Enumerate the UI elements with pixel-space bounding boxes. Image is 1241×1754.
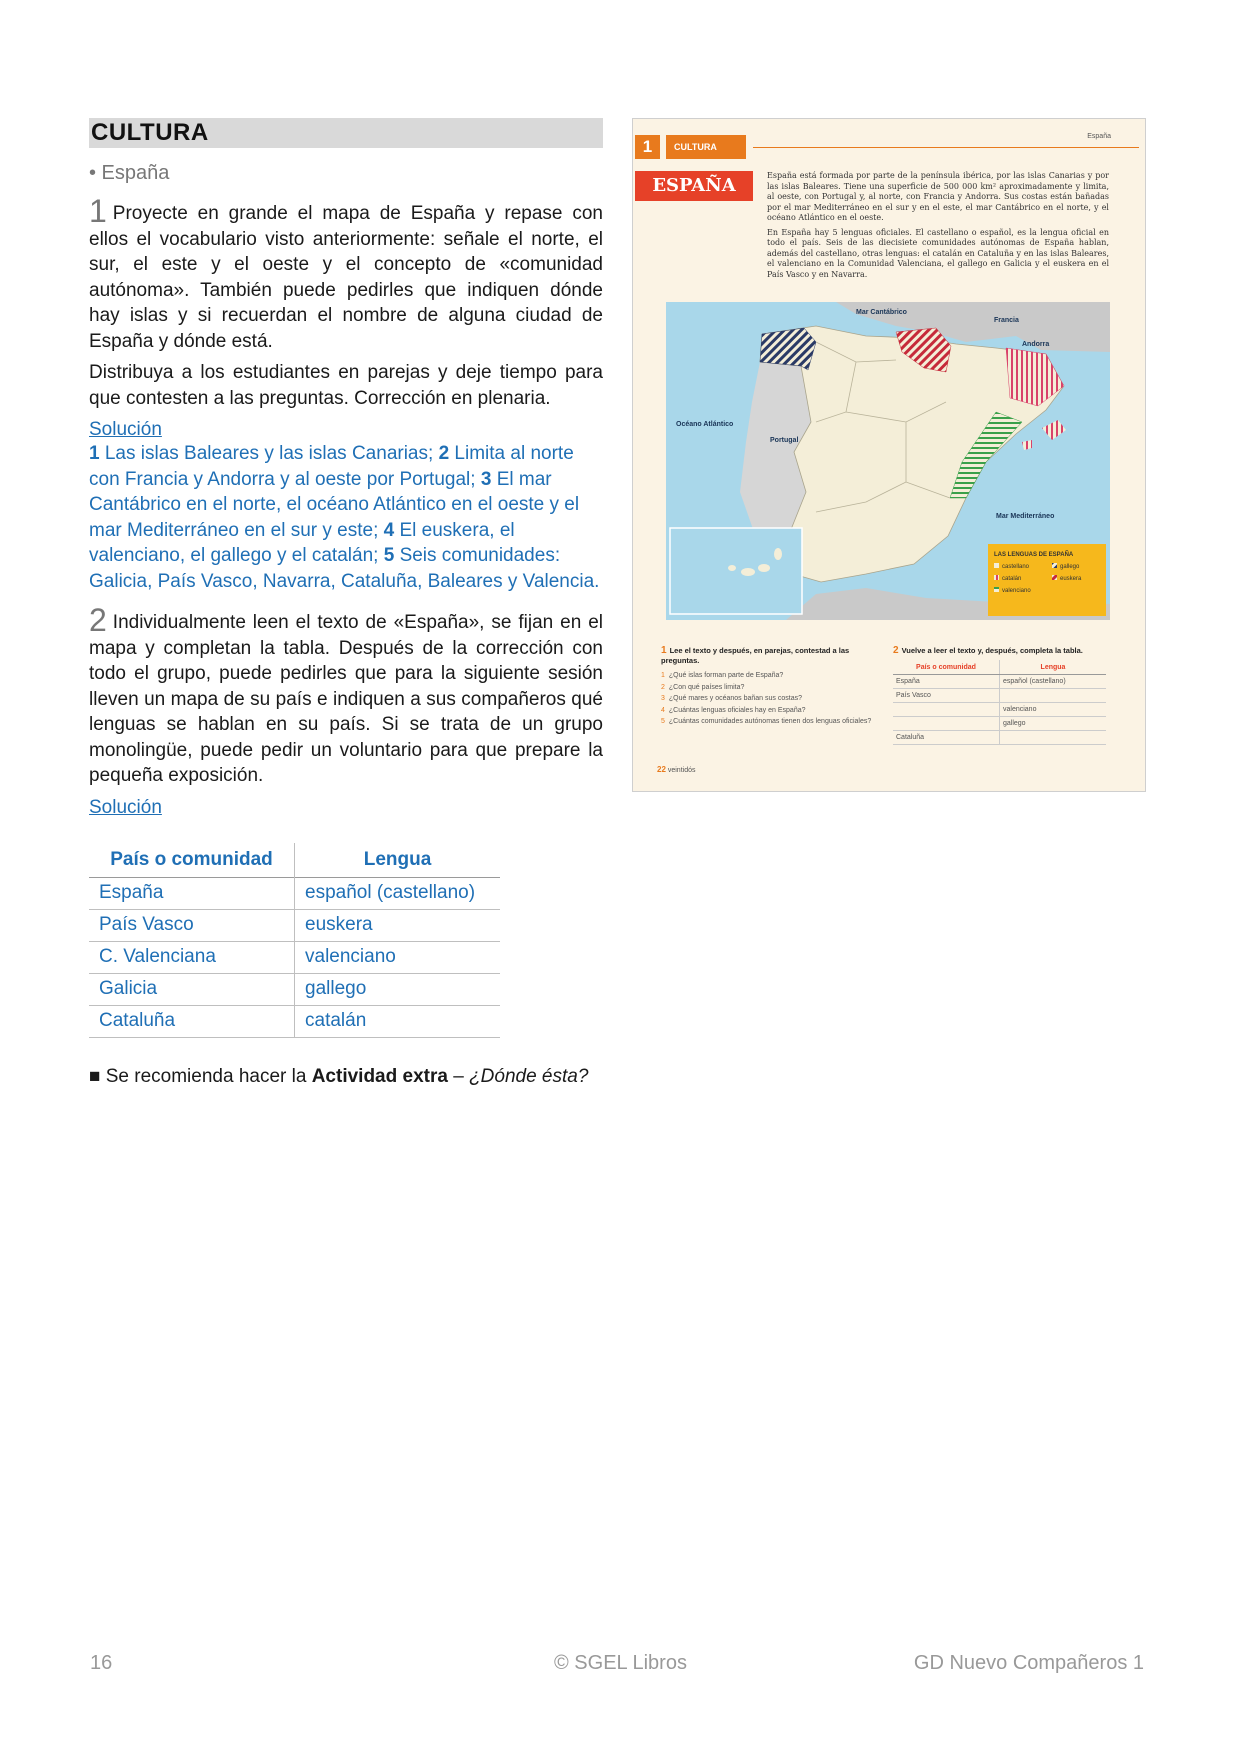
table-row	[89, 973, 500, 1005]
intro-text	[767, 171, 1109, 284]
table-header: País o comunidad	[89, 843, 295, 878]
table-row: gallego	[893, 717, 1106, 731]
section-tab: CULTURA	[666, 135, 746, 159]
answer-number: 1	[89, 443, 100, 464]
extra-activity-note	[89, 1066, 603, 1088]
table-cell: Cataluña	[89, 1005, 295, 1037]
thumbnail-page-number: 22 veintidós	[657, 765, 696, 774]
label-mediterraneo: Mar Mediterráneo	[996, 513, 1055, 520]
table-header: País o comunidad	[893, 660, 1000, 675]
legend-swatch	[994, 587, 999, 592]
footer-publisher: © SGEL Libros	[554, 1652, 687, 1674]
canary-island	[758, 564, 770, 572]
solution-table	[89, 843, 500, 1038]
extra-dash: –	[447, 1065, 470, 1087]
exercise-1	[661, 646, 881, 728]
exercise-2	[893, 646, 1117, 745]
table-header-row	[89, 843, 500, 878]
activity-1-solution	[89, 441, 603, 594]
activity-1-instructions	[89, 193, 603, 354]
exercise-2-instruction: 2 Vuelve a leer el texto y, después, completa la tabla.	[893, 645, 1083, 656]
solution-link-1[interactable]: Solución	[89, 419, 162, 440]
activity-2-instructions	[89, 602, 603, 789]
legend-swatch	[994, 575, 999, 580]
table-cell: Galicia	[89, 973, 295, 1005]
question-list	[661, 670, 881, 728]
title-banner: ESPAÑA	[635, 171, 753, 201]
footer-page-number: 16	[90, 1652, 113, 1674]
canary-island	[741, 568, 755, 576]
table-row	[89, 1005, 500, 1037]
list-item: 1 ¿Qué islas forman parte de España?	[661, 672, 784, 679]
table-cell: gallego	[295, 973, 501, 1005]
section-subtitle: • España	[89, 162, 170, 184]
exercise-1-instruction: 1 Lee el texto y después, en parejas, contestad a las preguntas.	[661, 645, 850, 665]
extra-prefix: ■ Se recomienda hacer la	[89, 1065, 312, 1087]
table-cell: C. Valenciana	[89, 941, 295, 973]
list-item: 4 ¿Cuántas lenguas oficiales hay en España?	[661, 706, 806, 714]
table-row: valenciano	[893, 703, 1106, 717]
canary-island	[728, 565, 736, 571]
answer-number: 3	[480, 468, 492, 490]
activity-2-number: 2	[89, 602, 107, 638]
legend-item: castellano	[1002, 564, 1030, 570]
table-row	[89, 909, 500, 941]
extra-activity-title: ¿Dónde ésta?	[469, 1065, 589, 1087]
activity-1-number: 1	[89, 193, 107, 229]
table-row	[89, 941, 500, 973]
answer-text: El euskera, el valenciano, el gallego y el catalán;	[89, 519, 515, 566]
table-header: Lengua	[1000, 660, 1107, 675]
table-cell: euskera	[295, 909, 501, 941]
activity-1-text: Proyecte en grande el mapa de España y repase con ellos el vocabulario visto anteriormente: señale el norte, el sur, el este y el oeste y el concepto de «comunidad autónoma». También puede pedirles que indiquen dónde hay islas y si recuerdan el nombre de alguna ciudad de España y dónde está.	[89, 203, 603, 352]
list-item: 3 ¿Qué mares y océanos bañan sus costas?	[661, 695, 802, 702]
table-row: España español (castellano)	[893, 675, 1106, 689]
exercise-2-table	[893, 660, 1106, 745]
list-item: 2 ¿Con qué países limita?	[661, 683, 745, 691]
canary-inset	[670, 528, 802, 614]
page-topic: España	[1087, 133, 1111, 140]
table-cell: valenciano	[295, 941, 501, 973]
header-rule	[753, 147, 1139, 148]
legend-title: LAS LENGUAS DE ESPAÑA	[994, 552, 1074, 558]
label-francia: Francia	[994, 317, 1019, 324]
student-book-page-thumbnail	[632, 118, 1146, 792]
legend-item: gallego	[1060, 564, 1080, 570]
section-title: CULTURA	[89, 118, 603, 148]
table-cell: español (castellano)	[295, 877, 501, 909]
answer-text: Las islas Baleares y las islas Canarias;	[104, 443, 434, 464]
unit-number: 1	[635, 135, 660, 159]
legend-item: catalán	[1002, 576, 1022, 582]
table-header: Lengua	[363, 848, 432, 870]
answer-number: 2	[438, 443, 450, 464]
legend-swatch	[1052, 575, 1057, 580]
table-row: País Vasco	[893, 689, 1106, 703]
spain-language-map	[666, 302, 1110, 620]
legend-swatch	[1052, 563, 1057, 568]
activity-1-instructions-2: Distribuya a los estudiantes en parejas y deje tiempo para que contesten a las preguntas. Corrección en plenaria.	[89, 362, 603, 409]
table-row: Cataluña	[893, 731, 1106, 745]
teacher-guide-column	[89, 118, 603, 1088]
answer-number: 4	[383, 519, 395, 541]
legend-item: valenciano	[1002, 588, 1031, 594]
extra-activity-link[interactable]: Actividad extra	[311, 1065, 448, 1087]
answer-number: 5	[383, 545, 395, 566]
intro-paragraph: España está formada por parte de la península ibérica, por las islas Canarias y por las islas Baleares. Tiene una superficie de 500 000 km² aproximadamente y limita, al oeste, con Portugal y, al norte, con Francia y Andorra. Sus costas están bañadas por el mar Mediterráneo en el sur y en el este, el mar Cantábrico en el norte, y el océano Atlántico en el oeste.	[767, 171, 1109, 222]
table-row	[89, 877, 500, 909]
answer-text: Seis comunidades: Galicia, País Vasco, Navarra, Cataluña, Baleares y Valencia.	[89, 545, 600, 592]
label-atlantico: Océano Atlántico	[676, 421, 734, 428]
label-portugal: Portugal	[770, 437, 799, 444]
table-cell: España	[89, 877, 295, 909]
table-cell: catalán	[295, 1005, 501, 1037]
label-cantabrico: Mar Cantábrico	[856, 309, 907, 316]
solution-link-2[interactable]: Solución	[89, 796, 162, 818]
label-andorra: Andorra	[1022, 341, 1050, 348]
intro-paragraph: En España hay 5 lenguas oficiales. El castellano o español, es la lengua oficial en todo el país. Seis de las diecisiete comunidades autónomas de España hablan, además del castellano, otras lenguas: el catalán en Cataluña y en las islas Baleares, el valenciano en la Comunidad Valenciana, el gallego en Galicia y el euskera en el País Vasco y en Navarra.	[767, 227, 1109, 279]
legend-swatch	[994, 563, 999, 568]
table-cell: País Vasco	[89, 909, 295, 941]
activity-2-text: Individualmente leen el texto de «España», se fijan en el mapa y completan la tabla. Después de la corrección con todo el grupo, puede pedirles que para la siguiente sesión lleven un mapa de su país e indiquen a sus compañeros qué lenguas se hablan en su país. Si se trata de un grupo monolingüe, puede pedir un voluntario para que prepare la pequeña exposición.	[89, 612, 603, 786]
footer-book-title: GD Nuevo Compañeros 1	[913, 1652, 1144, 1674]
legend-item: euskera	[1060, 576, 1082, 582]
list-item: 5 ¿Cuántas comunidades autónomas tienen dos lenguas oficiales?	[661, 718, 872, 725]
answer-text: Limita al norte con Francia y Andorra y al oeste por Portugal;	[89, 443, 574, 490]
canary-island	[774, 548, 782, 560]
answer-text: El mar Cantábrico en el norte, el océano Atlántico en el oeste y el mar Mediterráneo en el sur y este;	[89, 468, 580, 541]
